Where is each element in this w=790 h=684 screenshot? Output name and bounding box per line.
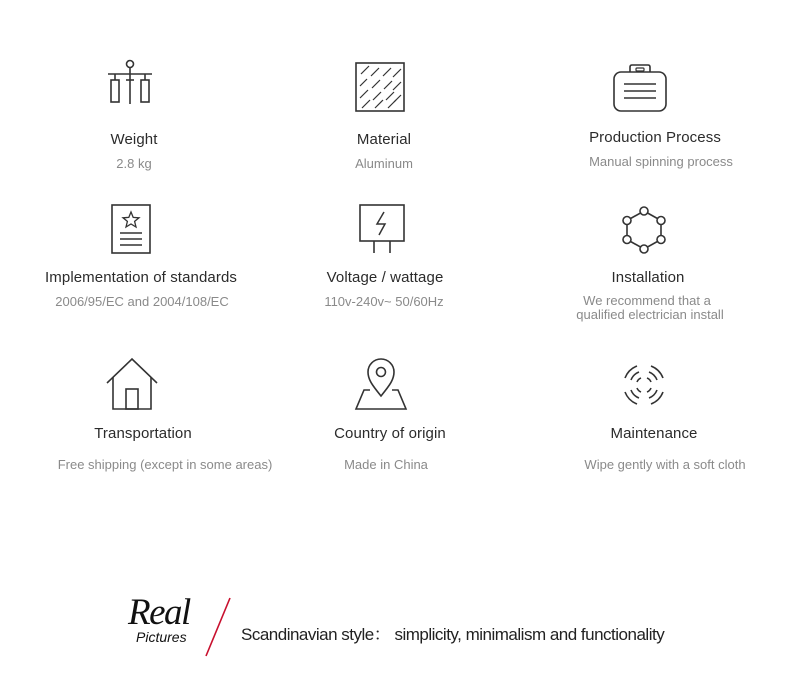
spec-value-transportation: Free shipping (except in some areas) <box>57 457 273 472</box>
toolbox-icon <box>613 64 667 112</box>
logo-pictures-text: Pictures <box>136 629 187 645</box>
spec-label-maintenance: Maintenance <box>610 425 698 442</box>
logo-real-text: Real <box>128 592 190 633</box>
spec-value-weight: 2.8 kg <box>116 156 152 171</box>
spec-value-material: Aluminum <box>355 156 413 171</box>
spec-label-material: Material <box>356 131 412 148</box>
spec-value-implementation-of-standards: 2006/95/EC and 2004/108/EC <box>55 294 229 309</box>
spec-value-installation-line1: We recommend that a <box>583 293 711 308</box>
spec-label-country-of-origin: Country of origin <box>334 425 446 442</box>
spec-value-maintenance: Wipe gently with a soft cloth <box>584 457 746 472</box>
balance-icon <box>104 58 156 108</box>
spec-label-weight: Weight <box>110 131 158 148</box>
spec-label-transportation: Transportation <box>94 425 192 442</box>
hexagon-nodes-icon <box>620 206 668 254</box>
spec-value-voltage-wattage: 110v-240v~ 50/60Hz <box>324 294 444 309</box>
real-pictures-logo <box>124 594 234 660</box>
spec-label-implementation-of-standards: Implementation of standards <box>45 269 237 286</box>
spec-value-country-of-origin: Made in China <box>344 457 428 472</box>
power-plug-icon <box>359 204 405 254</box>
footer-tagline: Scandinavian style： simplicity, minimalism and functionality <box>241 625 665 644</box>
map-pin-icon <box>355 358 407 410</box>
spec-label-installation: Installation <box>611 269 685 286</box>
logo-slash-mark <box>124 594 234 660</box>
certificate-icon <box>111 204 151 254</box>
concentric-arcs-icon <box>619 360 669 410</box>
spec-label-voltage-wattage: Voltage / wattage <box>326 269 444 286</box>
spec-value-installation-line2: qualified electrician install <box>576 307 724 322</box>
house-icon <box>106 358 158 410</box>
spec-label-production-process: Production Process <box>589 129 721 146</box>
material-texture-icon <box>355 62 405 112</box>
spec-value-production-process: Manual spinning process <box>589 154 733 169</box>
